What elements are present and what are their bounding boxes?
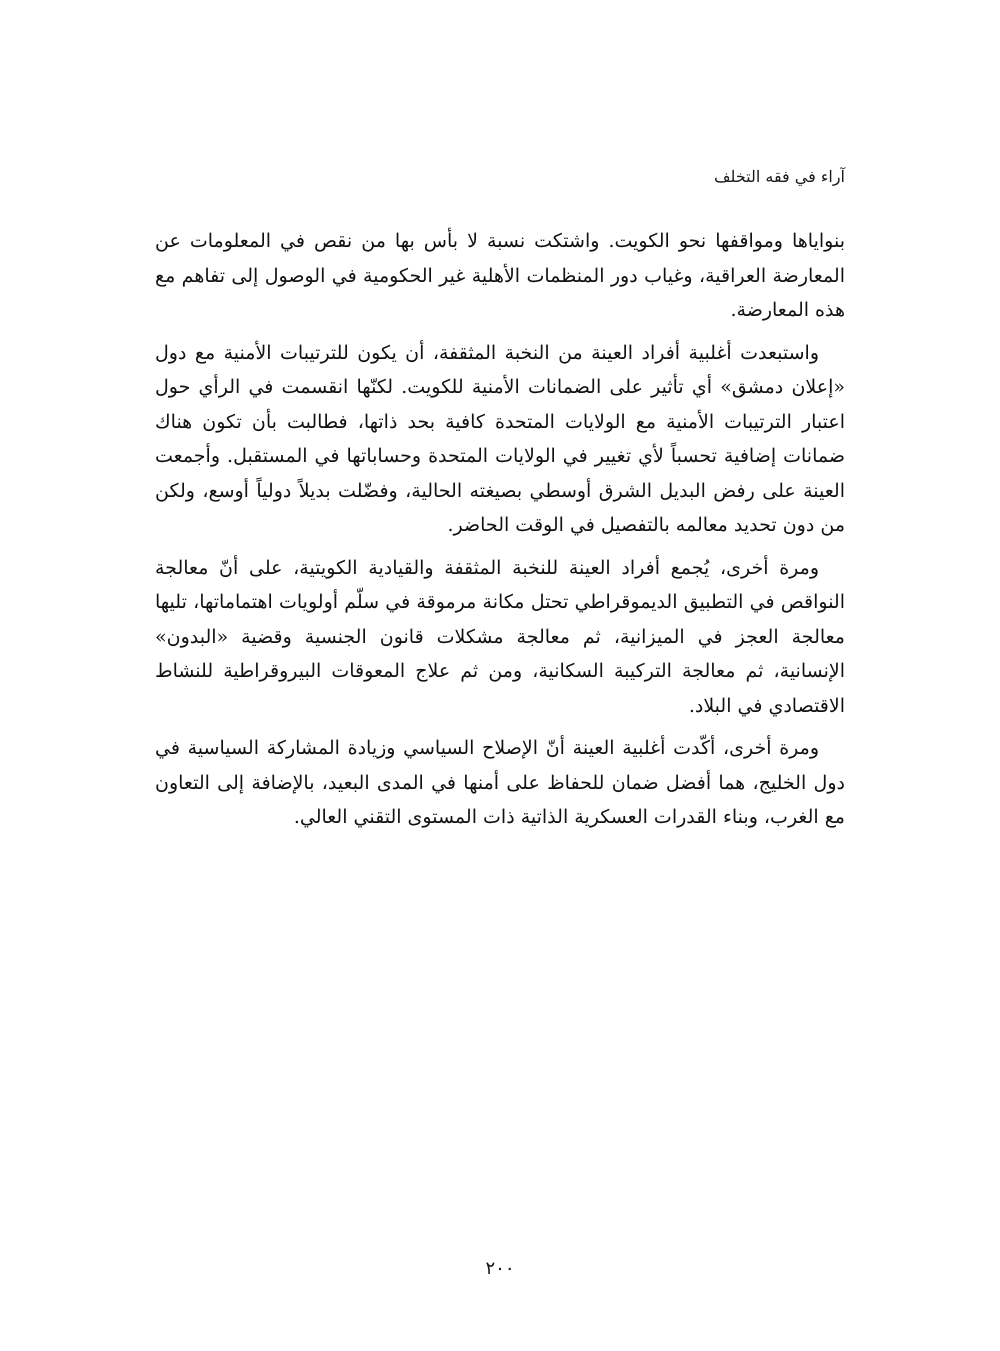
paragraph-1: بنواياها ومواقفها نحو الكويت. واشتكت نسبة لا بأس بها من نقص في المعلومات عن المعارضة العراقية، وغياب دور المنظمات الأهلية غير الحكومية في الوصول إلى تفاهم مع هذه المعارضة.: [155, 230, 845, 321]
body-text: [155, 224, 845, 843]
paragraph-2: واستبعدت أغلبية أفراد العينة من النخبة المثقفة، أن يكون للترتيبات الأمنية مع دول «إعلان دمشق» أي تأثير على الضمانات الأمنية للكويت. لكنّها انقسمت في الرأي حول اعتبار الترتيبات الأمنية مع الولايات المتحدة كافية بحد ذاتها، فطالبت بأن تكون هناك ضمانات إضافية تحسباً لأي تغيير في الولايات المتحدة وحساباتها في المستقبل. وأجمعت العينة على رفض البديل الشرق أوسطي بصيغته الحالية، وفضّلت بديلاً دولياً أوسع، ولكن من دون تحديد معالمه بالتفصيل في الوقت الحاضر.: [155, 341, 845, 536]
running-header-title: آراء في فقه التخلف: [713, 167, 845, 186]
paragraph-4: ومرة أخرى، أكّدت أغلبية العينة أنّ الإصلاح السياسي وزيادة المشاركة السياسية في دول الخليج، هما أفضل ضمان للحفاظ على أمنها في المدى البعيد، بالإضافة إلى التعاون مع الغرب، وبناء القدرات العسكرية الذاتية ذات المستوى التقني العالي.: [155, 737, 845, 828]
paragraph-3: ومرة أخرى، يُجمع أفراد العينة للنخبة المثقفة والقيادية الكويتية، على أنّ معالجة النواقص في التطبيق الديموقراطي تحتل مكانة مرموقة في سلّم أولويات اهتماماتها، تليها معالجة العجز في الميزانية، ثم معالجة مشكلات قانون الجنسية وقضية «البدون» الإنسانية، ثم معالجة التركيبة السكانية، ومن ثم علاج المعوقات البيروقراطية للنشاط الاقتصادي في البلاد.: [155, 556, 845, 717]
page-number: ٢٠٠: [485, 1258, 515, 1279]
